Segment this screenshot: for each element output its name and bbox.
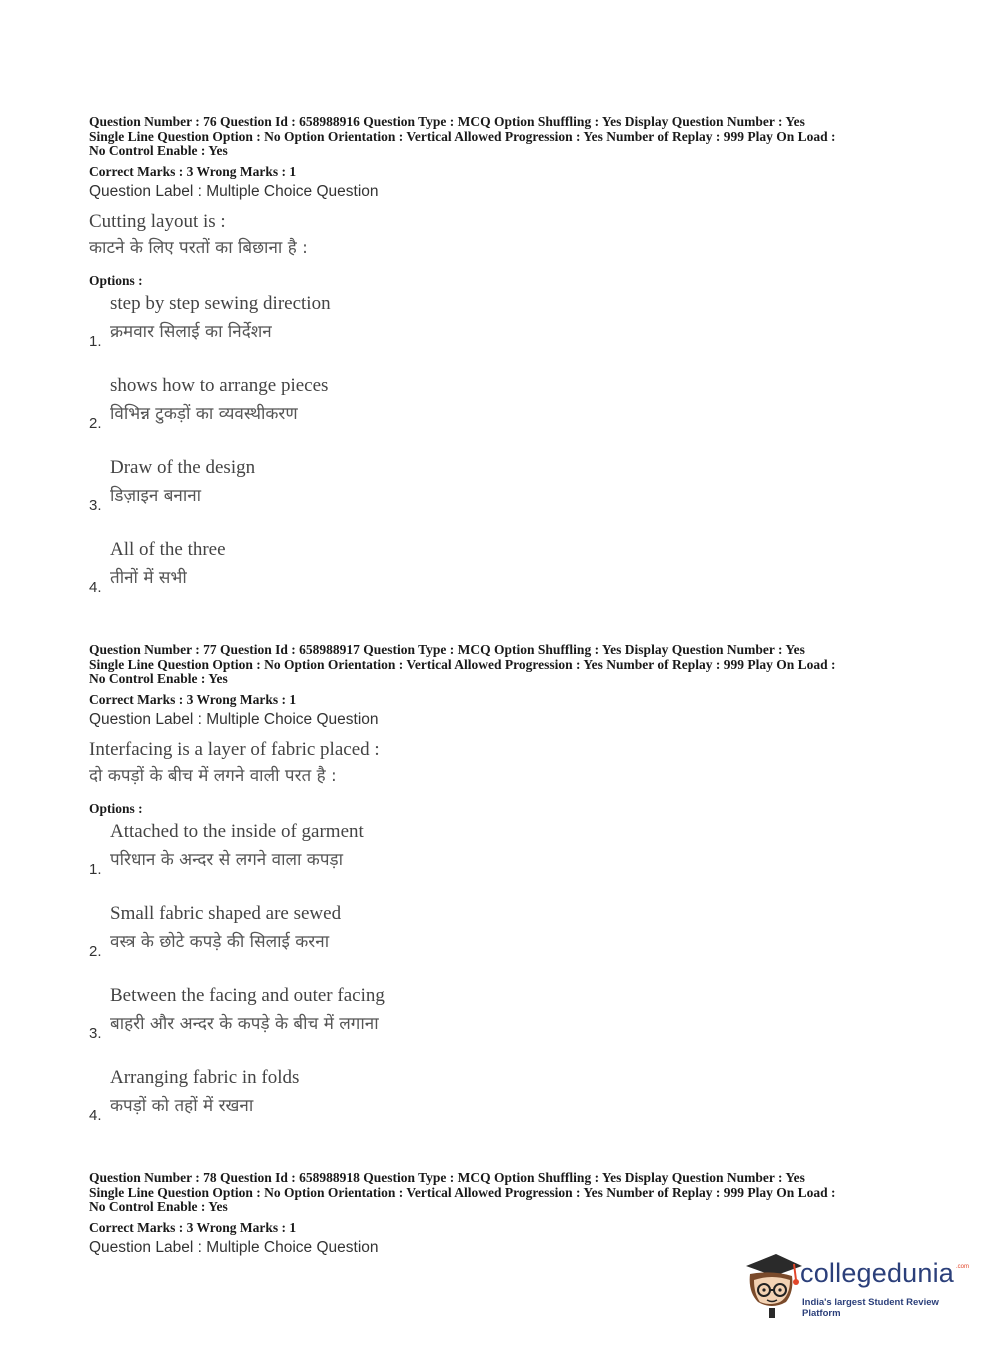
option-number: 2. bbox=[89, 942, 102, 960]
options-heading: Options : bbox=[89, 800, 143, 816]
option-4[interactable] bbox=[89, 1067, 919, 1149]
option-text-hindi: बाहरी और अन्दर के कपड़े के बीच में लगाना bbox=[110, 1013, 379, 1034]
option-text-english: Arranging fabric in folds bbox=[110, 1066, 300, 1088]
question-meta-line: Question Number : 77 Question Id : 658988917 Question Type : MCQ Option Shuffling : Yes Display Question Number : Yes bbox=[89, 642, 805, 657]
options-list bbox=[89, 821, 919, 1149]
question-meta-line: Question Number : 76 Question Id : 658988916 Question Type : MCQ Option Shuffling : Yes Display Question Number : Yes bbox=[89, 114, 805, 129]
option-number: 1. bbox=[89, 860, 102, 878]
option-1[interactable] bbox=[89, 293, 919, 375]
option-number: 3. bbox=[89, 496, 102, 514]
question-text-hindi: दो कपड़ों के बीच में लगने वाली परत है : bbox=[89, 765, 337, 786]
question-meta-line: No Control Enable : Yes bbox=[89, 1199, 228, 1214]
option-number: 4. bbox=[89, 1106, 102, 1124]
brand-domain-suffix: .com bbox=[956, 1264, 970, 1270]
option-2[interactable] bbox=[89, 903, 919, 985]
option-text-english: All of the three bbox=[110, 538, 226, 560]
question-meta-line: Single Line Question Option : No Option Orientation : Vertical Allowed Progression : Yes Number of Replay : 999 Play On Load : bbox=[89, 1184, 836, 1200]
option-4[interactable] bbox=[89, 539, 919, 621]
question-meta-line: No Control Enable : Yes bbox=[89, 143, 228, 158]
marks-info: Correct Marks : 3 Wrong Marks : 1 bbox=[89, 1219, 297, 1235]
option-2[interactable] bbox=[89, 375, 919, 457]
question-text-english: Interfacing is a layer of fabric placed : bbox=[89, 738, 380, 760]
collegedunia-logo bbox=[742, 1252, 970, 1322]
options-list bbox=[89, 293, 919, 621]
question-label: Question Label : Multiple Choice Question bbox=[89, 1238, 379, 1256]
question-label: Question Label : Multiple Choice Question bbox=[89, 182, 379, 200]
question-label: Question Label : Multiple Choice Question bbox=[89, 710, 379, 728]
option-text-hindi: डिज़ाइन बनाना bbox=[110, 485, 202, 506]
question-meta-line: Single Line Question Option : No Option Orientation : Vertical Allowed Progression : Yes Number of Replay : 999 Play On Load : bbox=[89, 656, 836, 672]
question-78 bbox=[89, 1171, 919, 1257]
option-text-hindi: कपड़ों को तहों में रखना bbox=[110, 1095, 254, 1116]
options-heading: Options : bbox=[89, 272, 143, 288]
option-number: 4. bbox=[89, 578, 102, 596]
brand-tagline: India's largest Student Review Platform bbox=[802, 1297, 939, 1319]
option-1[interactable] bbox=[89, 821, 919, 903]
question-text-english: Cutting layout is : bbox=[89, 210, 226, 232]
option-text-hindi: क्रमवार सिलाई का निर्देशन bbox=[110, 321, 272, 342]
option-number: 3. bbox=[89, 1024, 102, 1042]
marks-info: Correct Marks : 3 Wrong Marks : 1 bbox=[89, 691, 297, 707]
question-text bbox=[89, 737, 919, 789]
option-text-hindi: परिधान के अन्दर से लगने वाला कपड़ा bbox=[110, 849, 344, 870]
brand-name: collegedunia bbox=[800, 1258, 955, 1288]
question-meta-line: No Control Enable : Yes bbox=[89, 671, 228, 686]
question-text-hindi: काटने के लिए परतों का बिछाना है : bbox=[89, 237, 308, 258]
option-text-english: Between the facing and outer facing bbox=[110, 984, 385, 1006]
marks-info: Correct Marks : 3 Wrong Marks : 1 bbox=[89, 163, 297, 179]
option-text-hindi: वस्त्र के छोटे कपड़े की सिलाई करना bbox=[110, 931, 330, 952]
mascot-icon bbox=[742, 1252, 804, 1322]
option-3[interactable] bbox=[89, 985, 919, 1067]
question-text bbox=[89, 209, 919, 261]
option-text-english: Draw of the design bbox=[110, 456, 256, 478]
question-meta-line: Question Number : 78 Question Id : 658988918 Question Type : MCQ Option Shuffling : Yes Display Question Number : Yes bbox=[89, 1170, 805, 1185]
option-number: 1. bbox=[89, 332, 102, 350]
option-text-english: Small fabric shaped are sewed bbox=[110, 902, 342, 924]
option-text-hindi: विभिन्न टुकड़ों का व्यवस्थीकरण bbox=[110, 403, 298, 424]
option-text-hindi: तीनों में सभी bbox=[110, 567, 187, 588]
option-text-english: step by step sewing direction bbox=[110, 292, 331, 314]
option-3[interactable] bbox=[89, 457, 919, 539]
question-76 bbox=[89, 115, 919, 621]
option-number: 2. bbox=[89, 414, 102, 432]
option-text-english: Attached to the inside of garment bbox=[110, 820, 364, 842]
question-meta-line: Single Line Question Option : No Option Orientation : Vertical Allowed Progression : Yes Number of Replay : 999 Play On Load : bbox=[89, 128, 836, 144]
question-77 bbox=[89, 643, 919, 1149]
option-text-english: shows how to arrange pieces bbox=[110, 374, 329, 396]
